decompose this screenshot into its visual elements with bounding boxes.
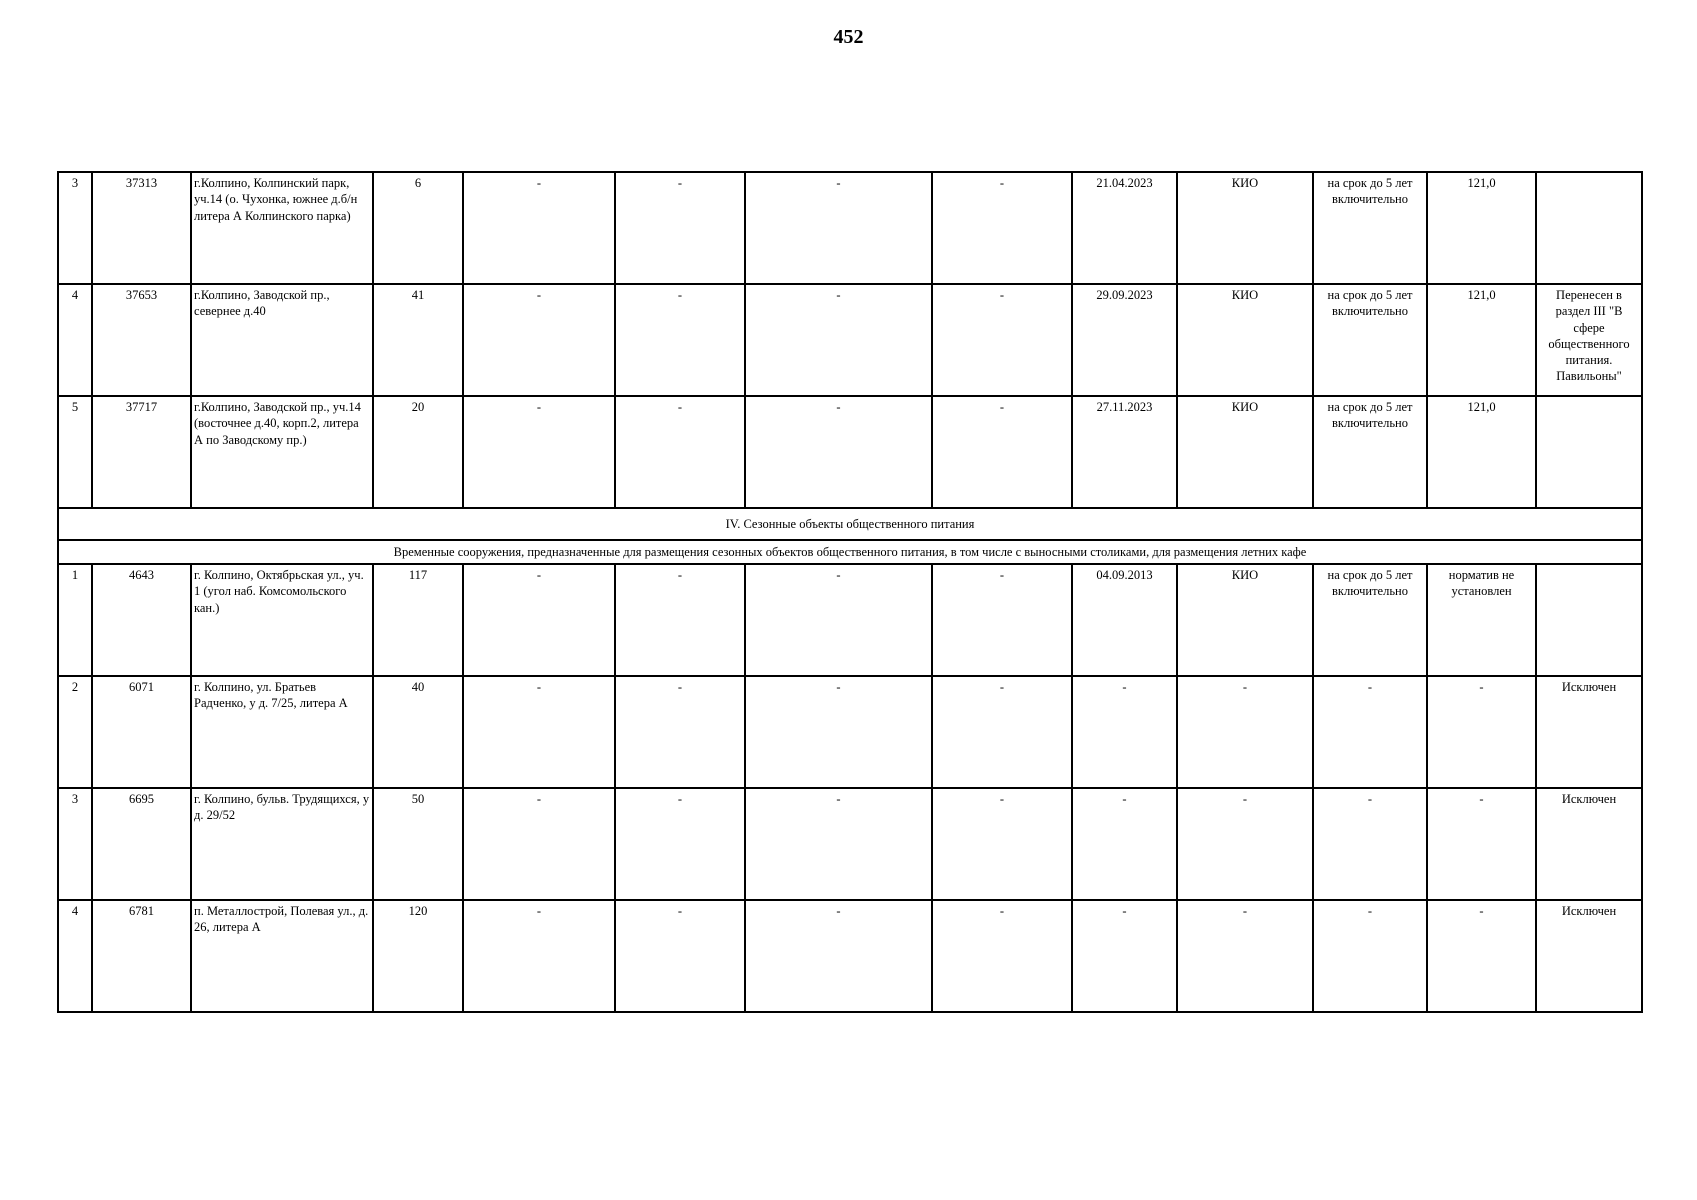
page-number: 452	[833, 26, 864, 48]
cell-date: 04.09.2013	[1072, 564, 1177, 676]
cell-norm: -	[1427, 676, 1536, 788]
cell-col-8: -	[932, 564, 1072, 676]
cell-norm: норматив не установлен	[1427, 564, 1536, 676]
cell-col-8: -	[932, 676, 1072, 788]
cell-address: г.Колпино, Заводской пр., уч.14 (восточнее д.40, корп.2, литера А по Заводскому пр.)	[191, 396, 373, 508]
cell-col-5: -	[463, 676, 615, 788]
cell-organization: -	[1177, 900, 1313, 1012]
cell-number: 3	[58, 172, 92, 284]
cell-area: 117	[373, 564, 463, 676]
cell-col-5: -	[463, 396, 615, 508]
table-body-before-section	[58, 172, 1642, 508]
cell-col-8: -	[932, 172, 1072, 284]
cell-norm: 121,0	[1427, 284, 1536, 396]
cell-date: -	[1072, 900, 1177, 1012]
cell-note	[1536, 396, 1642, 508]
table-row	[58, 284, 1642, 396]
cell-col-6: -	[615, 172, 745, 284]
cell-date: 27.11.2023	[1072, 396, 1177, 508]
table-row	[58, 676, 1642, 788]
cell-term: на срок до 5 лет включительно	[1313, 564, 1427, 676]
table-row	[58, 396, 1642, 508]
cell-col-7: -	[745, 284, 932, 396]
cell-address: п. Металлострой, Полевая ул., д. 26, литера А	[191, 900, 373, 1012]
cell-norm: 121,0	[1427, 172, 1536, 284]
cell-number: 5	[58, 396, 92, 508]
cell-organization: КИО	[1177, 396, 1313, 508]
table-row	[58, 172, 1642, 284]
table-row	[58, 788, 1642, 900]
cell-col-7: -	[745, 900, 932, 1012]
cell-term: -	[1313, 900, 1427, 1012]
cell-date: 29.09.2023	[1072, 284, 1177, 396]
cell-col-5: -	[463, 284, 615, 396]
cell-address: г. Колпино, ул. Братьев Радченко, у д. 7/25, литера А	[191, 676, 373, 788]
cell-col-6: -	[615, 396, 745, 508]
cell-col-6: -	[615, 284, 745, 396]
cell-organization: КИО	[1177, 284, 1313, 396]
cell-col-5: -	[463, 788, 615, 900]
cell-object-id: 6781	[92, 900, 191, 1012]
cell-object-id: 37653	[92, 284, 191, 396]
cell-organization: КИО	[1177, 564, 1313, 676]
section-subtitle-row	[58, 540, 1642, 564]
cell-col-8: -	[932, 396, 1072, 508]
cell-col-5: -	[463, 172, 615, 284]
cell-address: г.Колпино, Колпинский парк, уч.14 (о. Чухонка, южнее д.б/н литера А Колпинского парка)	[191, 172, 373, 284]
cell-date: 21.04.2023	[1072, 172, 1177, 284]
table-row	[58, 564, 1642, 676]
section-header-block	[58, 508, 1642, 564]
cell-col-7: -	[745, 788, 932, 900]
cell-col-7: -	[745, 676, 932, 788]
cell-object-id: 37313	[92, 172, 191, 284]
cell-area: 20	[373, 396, 463, 508]
table-row	[58, 900, 1642, 1012]
cell-note	[1536, 564, 1642, 676]
cell-organization: -	[1177, 676, 1313, 788]
cell-col-6: -	[615, 900, 745, 1012]
cell-term: на срок до 5 лет включительно	[1313, 396, 1427, 508]
cell-note: Исключен	[1536, 900, 1642, 1012]
cell-organization: -	[1177, 788, 1313, 900]
cell-area: 120	[373, 900, 463, 1012]
cell-date: -	[1072, 676, 1177, 788]
cell-date: -	[1072, 788, 1177, 900]
cell-object-id: 4643	[92, 564, 191, 676]
cell-number: 2	[58, 676, 92, 788]
cell-col-7: -	[745, 396, 932, 508]
cell-note: Исключен	[1536, 788, 1642, 900]
cell-object-id: 37717	[92, 396, 191, 508]
cell-area: 41	[373, 284, 463, 396]
table-body-after-section	[58, 564, 1642, 1012]
cell-col-5: -	[463, 900, 615, 1012]
cell-norm: -	[1427, 900, 1536, 1012]
cell-col-7: -	[745, 564, 932, 676]
cell-norm: -	[1427, 788, 1536, 900]
cell-col-8: -	[932, 284, 1072, 396]
cell-address: г. Колпино, бульв. Трудящихся, у д. 29/52	[191, 788, 373, 900]
cell-area: 40	[373, 676, 463, 788]
cell-term: на срок до 5 лет включительно	[1313, 284, 1427, 396]
cell-term: -	[1313, 676, 1427, 788]
cell-organization: КИО	[1177, 172, 1313, 284]
registry-table	[57, 171, 1643, 1013]
cell-term: -	[1313, 788, 1427, 900]
cell-col-8: -	[932, 788, 1072, 900]
cell-col-6: -	[615, 564, 745, 676]
cell-object-id: 6071	[92, 676, 191, 788]
cell-number: 3	[58, 788, 92, 900]
cell-area: 50	[373, 788, 463, 900]
section-title: IV. Сезонные объекты общественного питания	[58, 508, 1642, 540]
cell-col-6: -	[615, 788, 745, 900]
cell-note	[1536, 172, 1642, 284]
cell-address: г. Колпино, Октябрьская ул., уч. 1 (угол наб. Комсомольского кан.)	[191, 564, 373, 676]
cell-col-5: -	[463, 564, 615, 676]
cell-number: 4	[58, 900, 92, 1012]
cell-col-7: -	[745, 172, 932, 284]
cell-col-6: -	[615, 676, 745, 788]
cell-note: Перенесен в раздел III "В сфере общественного питания. Павильоны"	[1536, 284, 1642, 396]
section-title-row	[58, 508, 1642, 540]
cell-col-8: -	[932, 900, 1072, 1012]
cell-address: г.Колпино, Заводской пр., севернее д.40	[191, 284, 373, 396]
cell-number: 1	[58, 564, 92, 676]
cell-number: 4	[58, 284, 92, 396]
cell-norm: 121,0	[1427, 396, 1536, 508]
cell-object-id: 6695	[92, 788, 191, 900]
cell-term: на срок до 5 лет включительно	[1313, 172, 1427, 284]
cell-note: Исключен	[1536, 676, 1642, 788]
section-subtitle: Временные сооружения, предназначенные для размещения сезонных объектов общественного питания, в том числе с выносными столиками, для размещения летних кафе	[58, 540, 1642, 564]
cell-area: 6	[373, 172, 463, 284]
